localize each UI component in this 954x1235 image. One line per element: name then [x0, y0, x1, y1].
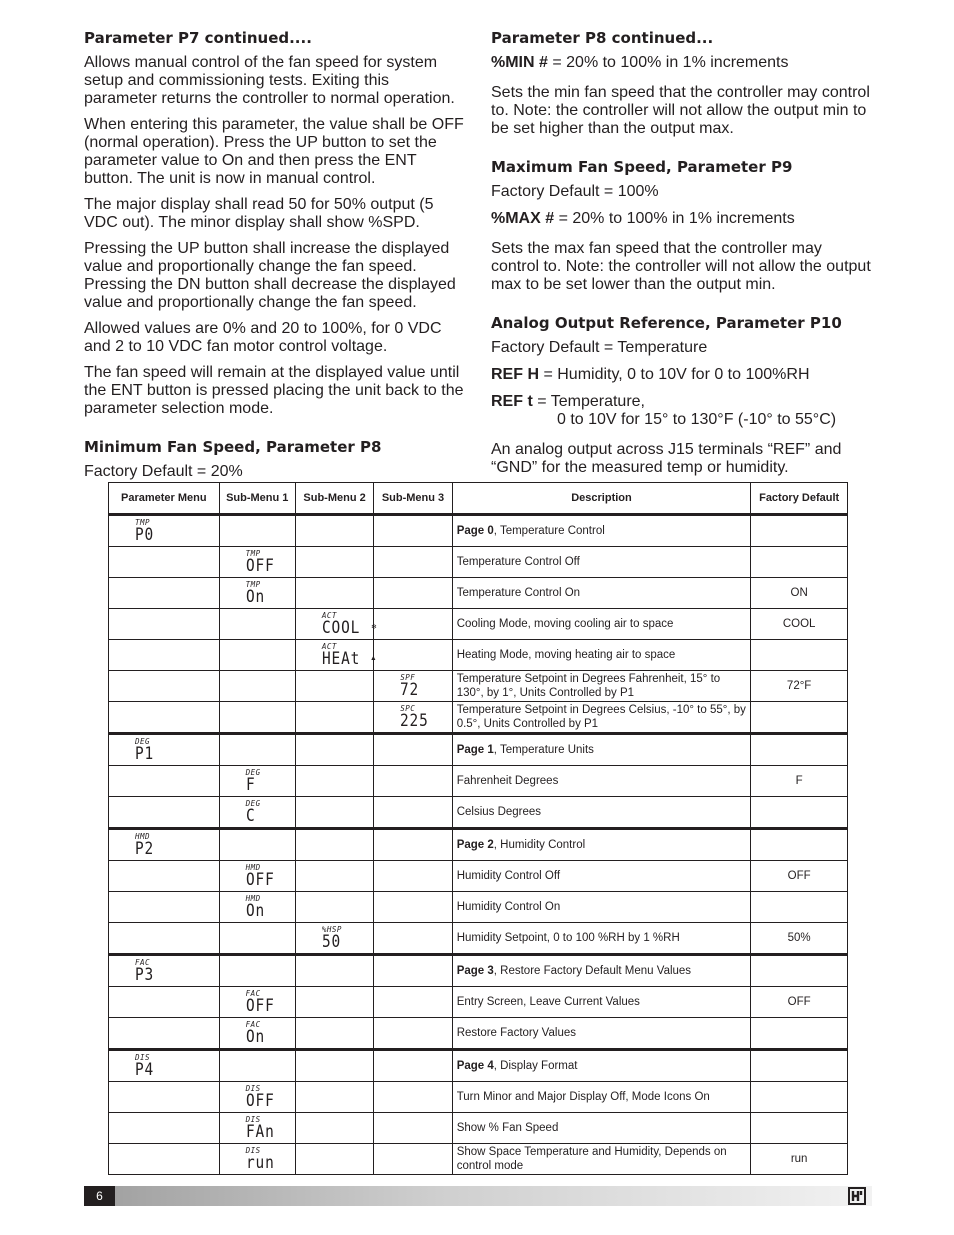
factory-default-cell: F — [751, 766, 848, 797]
lcd-minor-text: DIS — [245, 1083, 261, 1093]
lcd-display — [246, 800, 261, 824]
lcd-minor-text: SPF — [400, 672, 416, 682]
menu-cell — [109, 861, 220, 892]
description-text: Temperature Control Off — [456, 556, 580, 568]
lcd-display — [135, 738, 157, 762]
lcd-display — [135, 959, 157, 983]
refh-text: = Humidity, 0 to 10V for 0 to 100%RH — [539, 366, 810, 383]
lcd-display — [321, 641, 377, 669]
lcd-display — [246, 1021, 268, 1045]
menu-cell — [295, 1050, 373, 1082]
table-row — [109, 1082, 848, 1113]
factory-default-cell — [751, 1113, 848, 1144]
description-text: Show % Fan Speed — [456, 1122, 559, 1134]
table-row — [109, 1113, 848, 1144]
menu-cell — [109, 829, 220, 861]
menu-cell — [295, 1113, 373, 1144]
description-text: , Display Format — [493, 1060, 578, 1072]
description-text: Temperature Setpoint in Degrees Celsius, -10° to 55°, by 0.5°, Units Controlled by P1 — [456, 704, 746, 730]
lcd-minor-text: HMD — [245, 862, 261, 872]
factory-default-cell — [751, 515, 848, 547]
description-cell — [452, 955, 751, 987]
lcd-display — [246, 990, 280, 1014]
description-cell — [452, 1018, 751, 1050]
lcd-minor-text: DEG — [135, 736, 151, 746]
paragraph: Allowed values are 0% and 20 to 100%, for 0 VDC and 2 to 10 VDC fan motor control voltage. — [84, 320, 442, 355]
menu-cell — [374, 923, 452, 955]
flame-icon: ▲ — [369, 654, 377, 662]
lcd-display — [322, 926, 344, 950]
menu-cell — [374, 892, 452, 923]
menu-cell — [374, 640, 452, 671]
paragraph: Sets the max fan speed that the controller may control to. Note: the controller will not allow the output max to be set lower than the output min. — [491, 240, 871, 293]
lcd-major-text: P3 — [135, 964, 155, 985]
menu-cell — [109, 955, 220, 987]
menu-cell — [219, 1050, 295, 1082]
menu-cell — [295, 1144, 373, 1175]
lcd-minor-text: SPC — [400, 703, 416, 713]
factory-default-cell — [751, 640, 848, 671]
lcd-major-text: OFF — [245, 555, 275, 576]
right-column — [491, 29, 871, 485]
menu-cell — [109, 1144, 220, 1175]
header-description: Description — [452, 483, 751, 515]
menu-cell — [295, 547, 373, 578]
menu-cell — [374, 547, 452, 578]
lcd-minor-text: DIS — [245, 1114, 261, 1124]
reft-text: = Temperature, — [532, 393, 645, 410]
page-label: Page 0 — [456, 525, 494, 537]
menu-cell — [219, 1144, 295, 1175]
heading-min-fan-speed: Minimum Fan Speed, Parameter P8 — [84, 438, 382, 456]
lcd-major-text: On — [245, 586, 265, 607]
lcd-minor-text: ACT — [321, 610, 337, 620]
description-text: Fahrenheit Degrees — [456, 775, 559, 787]
description-text: Temperature Setpoint in Degrees Fahrenheit, 15° to 130°, by 1°, Units Controlled by P1 — [456, 673, 721, 699]
description-cell — [452, 547, 751, 578]
description-text: , Humidity Control — [493, 839, 586, 851]
lcd-display — [400, 705, 434, 729]
menu-cell — [219, 766, 295, 797]
table-row — [109, 1050, 848, 1082]
description-text: Turn Minor and Major Display Off, Mode Icons On — [456, 1091, 710, 1103]
description-cell — [452, 734, 751, 766]
description-text: Show Space Temperature and Humidity, Depends on control mode — [456, 1146, 727, 1172]
menu-cell — [219, 1113, 295, 1144]
menu-cell — [295, 797, 373, 829]
factory-default-cell — [751, 734, 848, 766]
lcd-major-text: On — [245, 1026, 265, 1047]
menu-cell — [374, 515, 452, 547]
menu-cell — [295, 640, 377, 671]
paragraph: Pressing the UP button shall increase the displayed value and proportionally change the fan speed. Pressing the DN button shall decrease the displayed value and proportionally change the fan speed. — [84, 240, 456, 311]
page-label: Page 2 — [456, 839, 494, 851]
factory-default-cell: OFF — [751, 861, 848, 892]
page-label: Page 4 — [456, 1060, 494, 1072]
menu-cell — [219, 987, 295, 1018]
menu-cell — [295, 578, 373, 609]
heading-p7-continued: Parameter P7 continued.... — [84, 29, 312, 47]
menu-cell — [219, 1018, 295, 1050]
factory-default-cell — [751, 829, 848, 861]
paragraph: The major display shall read 50 for 50% output (5 VDC out). The minor display shall show %SPD. — [84, 196, 434, 231]
lcd-major-text: COOL — [321, 617, 361, 638]
lcd-display — [246, 895, 268, 919]
lcd-major-text: P0 — [135, 524, 155, 545]
table-row — [109, 578, 848, 609]
description-text: Entry Screen, Leave Current Values — [456, 996, 640, 1008]
menu-cell — [109, 1082, 220, 1113]
page-label: Page 1 — [456, 744, 494, 756]
menu-cell — [374, 1050, 452, 1082]
menu-cell — [109, 892, 220, 923]
menu-cell — [109, 547, 220, 578]
paragraph: Factory Default = Temperature — [491, 339, 708, 356]
max-label: %MAX # — [491, 210, 555, 227]
page-label: Page 3 — [456, 965, 494, 977]
header-factory-default: Factory Default — [751, 483, 848, 515]
menu-cell — [109, 923, 220, 955]
table-header-row — [109, 483, 848, 515]
header-parameter-menu: Parameter Menu — [109, 483, 220, 515]
description-text: , Restore Factory Default Menu Values — [493, 965, 692, 977]
lcd-display — [246, 1116, 280, 1140]
lcd-major-text: 72 — [400, 679, 420, 700]
lcd-display — [135, 519, 157, 543]
lcd-major-text: C — [245, 805, 256, 826]
menu-cell — [219, 671, 295, 702]
lcd-major-text: 225 — [400, 710, 429, 731]
menu-cell — [374, 766, 452, 797]
description-text: Cooling Mode, moving cooling air to space — [456, 618, 674, 630]
table-row — [109, 734, 848, 766]
table-row — [109, 829, 848, 861]
factory-default-cell — [751, 547, 848, 578]
menu-cell — [219, 923, 295, 955]
description-cell — [452, 609, 751, 640]
menu-cell — [295, 892, 373, 923]
description-text: Celsius Degrees — [456, 806, 542, 818]
menu-cell — [219, 955, 295, 987]
menu-cell — [374, 734, 452, 766]
lcd-display — [246, 581, 268, 605]
factory-default-cell — [751, 1018, 848, 1050]
reft-range: 0 to 10V for 15° to 130°F (-10° to 55°C) — [557, 411, 837, 428]
menu-cell — [109, 702, 220, 734]
lcd-major-text: P2 — [135, 838, 155, 859]
lcd-minor-text: DEG — [245, 767, 261, 777]
menu-cell — [109, 609, 220, 640]
header-sub-menu-1: Sub-Menu 1 — [219, 483, 295, 515]
menu-cell — [109, 1050, 220, 1082]
description-cell — [452, 766, 751, 797]
factory-default-cell — [751, 797, 848, 829]
lcd-major-text: HEAt — [321, 648, 361, 669]
description-text: , Temperature Units — [493, 744, 594, 756]
lcd-minor-text: FAC — [135, 957, 151, 967]
lcd-minor-text: DIS — [135, 1052, 151, 1062]
menu-cell — [295, 734, 373, 766]
menu-cell — [109, 734, 220, 766]
min-label: %MIN # — [491, 54, 548, 71]
description-cell — [452, 1082, 751, 1113]
menu-cell — [295, 702, 373, 734]
menu-cell — [219, 609, 295, 640]
menu-cell — [374, 578, 452, 609]
description-cell — [452, 1050, 751, 1082]
menu-cell — [219, 1082, 295, 1113]
menu-cell — [295, 766, 373, 797]
description-text: Heating Mode, moving heating air to space — [456, 649, 676, 661]
reft-line — [491, 393, 871, 429]
lcd-major-text: OFF — [245, 869, 275, 890]
menu-cell — [295, 829, 373, 861]
paragraph: The fan speed will remain at the displayed value until the ENT button is pressed placing the unit back to the parameter selection mode. — [84, 364, 464, 417]
paragraph: An analog output across J15 terminals “REF” and “GND” for the measured temp or humidity. — [491, 441, 842, 476]
lcd-minor-text: %HSP — [321, 924, 342, 934]
menu-cell — [295, 1082, 373, 1113]
factory-default-cell: COOL — [751, 609, 848, 640]
left-column — [84, 29, 464, 489]
menu-cell — [374, 955, 452, 987]
lcd-major-text: FAn — [245, 1121, 275, 1142]
description-cell — [452, 1113, 751, 1144]
menu-cell — [295, 955, 373, 987]
lcd-minor-text: FAC — [245, 988, 261, 998]
description-cell — [452, 515, 751, 547]
menu-cell — [109, 766, 220, 797]
menu-cell — [219, 734, 295, 766]
lcd-minor-text: HMD — [135, 831, 151, 841]
lcd-minor-text: DEG — [245, 798, 261, 808]
menu-cell — [374, 861, 452, 892]
lcd-display — [246, 550, 280, 574]
table-row — [109, 987, 848, 1018]
table-row — [109, 671, 848, 702]
header-sub-menu-2: Sub-Menu 2 — [295, 483, 373, 515]
lcd-display — [246, 769, 261, 793]
menu-cell — [295, 923, 373, 955]
menu-cell — [295, 1018, 373, 1050]
lcd-major-text: F — [245, 774, 256, 795]
paragraph: Allows manual control of the fan speed for system setup and commissioning tests. Exiting this parameter returns the controller to normal operation. — [84, 54, 455, 107]
max-line — [491, 210, 871, 228]
menu-cell — [109, 640, 220, 671]
factory-default-cell: OFF — [751, 987, 848, 1018]
factory-default-cell — [751, 702, 848, 734]
menu-cell — [295, 987, 373, 1018]
description-cell — [452, 1144, 751, 1175]
menu-cell — [374, 1082, 452, 1113]
description-cell — [452, 797, 751, 829]
menu-cell — [374, 1144, 452, 1175]
header-sub-menu-3: Sub-Menu 3 — [374, 483, 452, 515]
lcd-minor-text: TMP — [245, 548, 261, 558]
table-row — [109, 861, 848, 892]
page-number: 6 — [84, 1186, 115, 1206]
factory-default-cell: 50% — [751, 923, 848, 955]
description-cell — [452, 702, 751, 734]
refh-label: REF H — [491, 366, 539, 383]
menu-cell — [109, 1018, 220, 1050]
lcd-major-text: OFF — [245, 995, 275, 1016]
max-text: = 20% to 100% in 1% increments — [554, 210, 795, 227]
parameter-table — [108, 482, 848, 1175]
description-text: Humidity Control On — [456, 901, 561, 913]
table-row — [109, 1144, 848, 1175]
menu-cell — [219, 578, 295, 609]
ecr-logo-icon — [848, 1187, 866, 1205]
lcd-display — [135, 1054, 157, 1078]
description-text: Restore Factory Values — [456, 1027, 576, 1039]
description-cell — [452, 987, 751, 1018]
factory-default-cell — [751, 892, 848, 923]
menu-cell — [219, 861, 295, 892]
menu-cell — [219, 702, 295, 734]
footer-bar — [84, 1186, 872, 1206]
menu-cell — [109, 797, 220, 829]
menu-cell — [109, 671, 220, 702]
description-text: Humidity Setpoint, 0 to 100 %RH by 1 %RH — [456, 932, 680, 944]
lcd-major-text: P4 — [135, 1059, 155, 1080]
lcd-minor-text: FAC — [245, 1019, 261, 1029]
menu-cell — [374, 671, 452, 702]
heading-p8-continued: Parameter P8 continued... — [491, 29, 714, 47]
refh-line — [491, 366, 871, 384]
factory-default-cell — [751, 955, 848, 987]
table-row — [109, 702, 848, 734]
lcd-major-text: OFF — [245, 1090, 275, 1111]
description-cell — [452, 829, 751, 861]
menu-cell — [109, 515, 220, 547]
table-row — [109, 766, 848, 797]
factory-default-cell: run — [751, 1144, 848, 1175]
description-cell — [452, 861, 751, 892]
menu-cell — [295, 861, 373, 892]
menu-cell — [219, 515, 295, 547]
paragraph: Factory Default = 100% — [491, 183, 659, 200]
factory-default-cell — [751, 1082, 848, 1113]
menu-cell — [374, 1113, 452, 1144]
menu-cell — [374, 609, 452, 640]
factory-default-cell: ON — [751, 578, 848, 609]
lcd-major-text: 50 — [321, 931, 341, 952]
menu-cell — [109, 987, 220, 1018]
table-row — [109, 640, 848, 671]
menu-cell — [374, 987, 452, 1018]
menu-cell — [295, 609, 377, 640]
menu-cell — [219, 547, 295, 578]
lcd-display — [400, 674, 422, 698]
lcd-display — [246, 1085, 280, 1109]
menu-cell — [109, 578, 220, 609]
paragraph: Sets the min fan speed that the controller may control to. Note: the controller will not allow the output min to be set higher than the output max. — [491, 84, 870, 137]
table-row — [109, 547, 848, 578]
menu-cell — [219, 892, 295, 923]
menu-cell — [374, 829, 452, 861]
table-row — [109, 923, 848, 955]
lcd-minor-text: ACT — [321, 641, 337, 651]
min-text: = 20% to 100% in 1% increments — [547, 54, 789, 71]
lcd-major-text: On — [245, 900, 265, 921]
menu-cell — [295, 671, 373, 702]
menu-cell — [295, 515, 373, 547]
menu-cell — [219, 829, 295, 861]
lcd-display — [246, 1147, 280, 1171]
description-cell — [452, 892, 751, 923]
menu-cell — [374, 1018, 452, 1050]
heading-max-fan-speed: Maximum Fan Speed, Parameter P9 — [491, 158, 793, 176]
snowflake-icon: ❄ — [370, 623, 377, 631]
lcd-minor-text: HMD — [245, 893, 261, 903]
lcd-display — [135, 833, 157, 857]
paragraph: When entering this parameter, the value shall be OFF (normal operation). Press the UP button to set the parameter value to On and then press the ENT button. The unit is now in manual control. — [84, 116, 464, 187]
menu-cell — [219, 797, 295, 829]
menu-cell — [109, 1113, 220, 1144]
lcd-display — [246, 864, 280, 888]
table-row — [109, 515, 848, 547]
heading-analog-output: Analog Output Reference, Parameter P10 — [491, 314, 842, 332]
lcd-major-text: run — [245, 1152, 275, 1173]
lcd-minor-text: TMP — [245, 579, 261, 589]
table-row — [109, 797, 848, 829]
description-text: Temperature Control On — [456, 587, 581, 599]
paragraph: Factory Default = 20% — [84, 463, 243, 480]
lcd-display — [321, 610, 377, 638]
menu-cell — [219, 640, 295, 671]
description-cell — [452, 578, 751, 609]
description-cell — [452, 923, 751, 955]
factory-default-cell — [751, 1050, 848, 1082]
description-cell — [452, 640, 751, 671]
lcd-minor-text: TMP — [135, 517, 151, 527]
table-row — [109, 955, 848, 987]
menu-cell — [374, 702, 452, 734]
table-row — [109, 1018, 848, 1050]
lcd-minor-text: DIS — [245, 1145, 261, 1155]
description-text: , Temperature Control — [493, 525, 605, 537]
reft-label: REF t — [491, 393, 533, 410]
min-line — [491, 54, 871, 72]
description-cell — [452, 671, 751, 702]
table-row — [109, 892, 848, 923]
lcd-major-text: P1 — [135, 743, 155, 764]
table-row — [109, 609, 848, 640]
description-text: Humidity Control Off — [456, 870, 561, 882]
factory-default-cell: 72°F — [751, 671, 848, 702]
menu-cell — [374, 797, 452, 829]
